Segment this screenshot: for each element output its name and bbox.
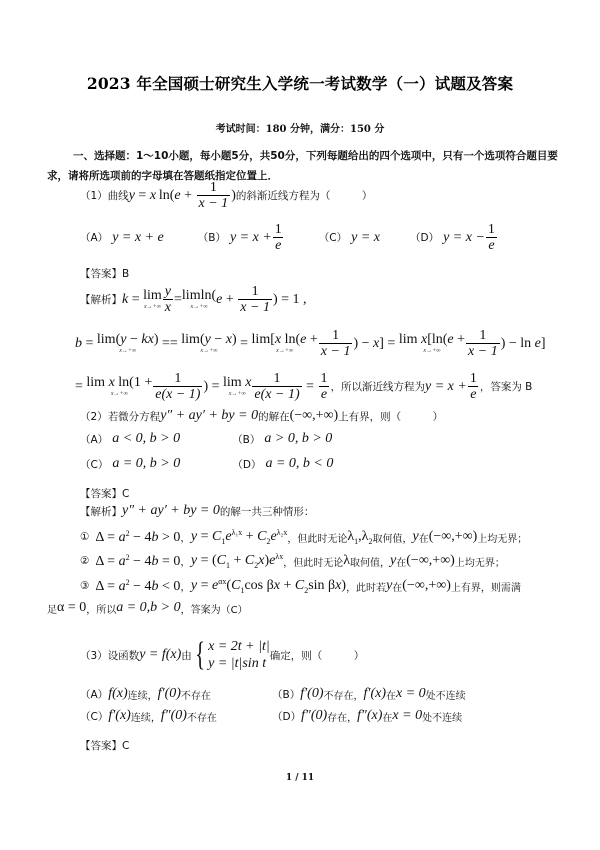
limit: lim x→+∞: [143, 288, 162, 310]
option-d-label: （D）: [272, 710, 302, 723]
option-b-math: a > 0, b > 0: [264, 431, 333, 446]
math-op: =: [128, 291, 144, 307]
question-2-stem: [80, 408, 443, 424]
answer-value: C: [122, 740, 130, 752]
question-text: 确定，则（ ）: [269, 649, 365, 662]
math-expression: f″(0): [160, 708, 187, 723]
fraction: $\frac{1}{e}$: [487, 222, 495, 253]
option-a-math: y = x + e: [112, 229, 164, 245]
math-fn: ln(: [156, 187, 175, 203]
option-b-label: （B）: [272, 688, 301, 701]
option-d: [272, 708, 462, 724]
question-text: 的斜渐近线方程为（ ）: [235, 190, 373, 202]
option-c-label: （C）: [80, 710, 109, 723]
analysis-text: 足: [47, 604, 57, 616]
fraction: $\frac{1}{e(x - 1)}$: [254, 371, 300, 402]
fraction: $\frac{1}{e}$: [274, 222, 282, 253]
analysis-text: ，答案为（C）: [180, 604, 248, 616]
math-op: ) − ln e]: [500, 335, 546, 351]
option-a: [80, 686, 272, 702]
option-a-label: （A）: [80, 433, 109, 446]
limit: lim[x ln(e + x→+∞: [251, 332, 318, 354]
math-var: y: [386, 578, 393, 593]
math-op: +: [180, 187, 196, 203]
question-3-stem: [80, 638, 364, 672]
answer-label: 【答案】: [80, 488, 122, 500]
option-b-label: （B）: [197, 232, 226, 244]
limit: lim x x→+∞: [223, 375, 252, 397]
analysis-text: 上均无界；: [477, 533, 528, 545]
question-3-options-row1: [80, 686, 466, 702]
option-b-math: y = x +: [229, 229, 272, 245]
analysis-text: ，: [180, 531, 191, 544]
math-var: y: [412, 529, 419, 544]
ab-condition: a = 0,b > 0: [116, 600, 181, 615]
case-marker: ①: [80, 531, 90, 543]
limit: limln( x→+∞: [181, 288, 217, 310]
option-a-label: （A）: [80, 232, 109, 244]
interval: (−∞,+∞): [428, 529, 478, 544]
limit: lim x[ln(e + x→+∞: [398, 332, 466, 354]
fraction: $\frac{1}{x - 1}$: [320, 328, 351, 359]
option-text: 在: [386, 690, 396, 702]
math-op: =: [236, 335, 252, 351]
answer-value: C: [122, 488, 130, 500]
option-text: 处不连续: [425, 690, 466, 702]
parametric-system: [208, 638, 270, 672]
fraction: $\frac{1}{x - 1}$: [468, 328, 498, 359]
question-text: 若微分方程: [107, 410, 161, 423]
analysis-text: ，所以: [86, 604, 117, 616]
math-var: e: [216, 291, 223, 307]
option-text: 存在，: [327, 712, 358, 724]
math-expression: f″(0): [301, 708, 328, 723]
question-text: 由: [181, 649, 192, 662]
question-2-analysis-intro: [80, 503, 314, 519]
math-expression: f′(x): [108, 708, 131, 723]
analysis-case-3-cont: [47, 600, 248, 616]
question-1-stem: [80, 180, 372, 211]
question-3-options-row2: [80, 708, 462, 724]
document-title: 2023 年全国硕士研究生入学统一考试数学（一）试题及答案: [86, 74, 514, 93]
lambda: λ: [343, 553, 351, 568]
question-text: 的解在: [258, 410, 290, 423]
answer-value: B: [122, 268, 130, 280]
question-1-answer: [80, 266, 129, 281]
differential-equation: y″ + ay′ + by = 0: [160, 408, 259, 423]
math-expression: y: [128, 187, 135, 203]
analysis-text: ，: [180, 555, 191, 568]
analysis-text: 的解一共三种情形：: [219, 505, 315, 518]
limit: lim(y − x) x→+∞: [181, 332, 237, 354]
math-var: x: [149, 187, 157, 203]
analysis-text: 在: [418, 533, 429, 545]
option-text: 不存在，: [323, 690, 364, 702]
fraction: $\frac{y}{x}$: [164, 284, 172, 315]
analysis-text: ，所以渐近线方程为: [330, 381, 426, 393]
question-3-answer: [80, 738, 129, 753]
option-c-math: a = 0, b > 0: [112, 456, 181, 471]
math-op: =: [174, 291, 182, 307]
general-solution: $y = (C_1 + C_2x)e^{\lambda x}$: [190, 552, 284, 570]
analysis-text: ，: [180, 580, 191, 593]
math-op: =: [134, 187, 150, 203]
math-var: e: [174, 187, 181, 203]
analysis-text: 在: [392, 582, 403, 594]
math-op: =: [302, 378, 318, 394]
math-var: k: [122, 291, 129, 307]
option-c-label: （C）: [80, 458, 109, 471]
page-number: 1 / 11: [285, 773, 315, 783]
question-2-options-row1: [80, 431, 332, 447]
analysis-text: 上有界，则需满: [450, 582, 521, 594]
analysis-case-2: [80, 552, 505, 570]
analysis-label: 【解析】: [80, 505, 122, 518]
math-expression: x = 0: [396, 686, 426, 701]
question-1-analysis-line1: [80, 284, 307, 315]
analysis-text: ，此时若: [346, 582, 387, 594]
option-text: 处不连续: [422, 712, 463, 724]
question-1-analysis-line2: [75, 328, 546, 359]
option-text: 连续，: [130, 712, 161, 724]
option-d-label: （D）: [410, 232, 440, 244]
math-op: ) − x] =: [353, 335, 399, 351]
interval: (−∞,+∞): [402, 578, 451, 593]
math-expression: f′(0): [300, 686, 324, 701]
math-var: b: [75, 335, 82, 351]
option-text: 不存在: [180, 690, 211, 702]
option-b-label: （B）: [232, 433, 261, 446]
analysis-text: ，但此时无论: [287, 533, 348, 545]
question-text: 设函数: [107, 649, 140, 662]
function: y = f(x): [139, 647, 182, 662]
fraction: $\frac{1}{x - 1}$: [198, 180, 229, 211]
section-intro-line1: 一、选择题：1～10小题，每小题5分，共50分，下列每题给出的四个选项中，只有一个选项符合题目要: [73, 150, 558, 162]
math-op: ==: [158, 335, 182, 351]
option-d-label: （D）: [232, 458, 262, 471]
question-1-options: [80, 222, 498, 253]
math-expression: f″(x): [357, 708, 383, 723]
math-op: =: [82, 335, 97, 351]
equation-y: y = |t|sin t: [208, 656, 267, 671]
question-number: （3）: [80, 649, 108, 662]
interval: (−∞,+∞): [289, 408, 339, 423]
fraction: $\frac{1}{e(x - 1)}$: [155, 371, 201, 402]
analysis-text: 取何值，: [372, 533, 413, 545]
analysis-text: ，但此时无论: [283, 557, 344, 569]
option-c-label: （C）: [318, 232, 348, 244]
question-1-analysis-line3: [75, 371, 532, 402]
analysis-text: ，答案为 B: [479, 381, 533, 393]
fraction: $\frac{1}{x - 1}$: [240, 284, 270, 315]
discriminant: $\Delta = a^2 - 4b = 0$: [95, 552, 181, 569]
math-expression: f′(x): [363, 686, 386, 701]
question-2-options-row2: [80, 456, 333, 472]
math-expression: y = x +: [425, 378, 467, 394]
option-c-math: y = x: [351, 229, 380, 245]
math-expression: x = 0: [392, 708, 423, 723]
question-text: 上有界，则（ ）: [338, 410, 444, 423]
general-solution: $y = e^{\alpha x}(C_1\cos$ $\beta x + C_2\sin$ βx): [190, 577, 347, 595]
question-number: （1）: [80, 190, 108, 202]
option-text: 在: [382, 712, 393, 724]
answer-label: 【答案】: [80, 740, 122, 752]
math-expression: f(x): [108, 686, 128, 701]
fraction: $\frac{1}{e}$: [469, 371, 477, 402]
analysis-case-3: [80, 577, 521, 595]
lambda: $\lambda_1,\lambda_2$: [347, 528, 373, 546]
fraction: $\frac{1}{e}$: [320, 371, 328, 402]
option-text: 连续，: [127, 690, 158, 702]
analysis-text: 上均无界；: [454, 557, 505, 569]
analysis-text: 在: [396, 557, 407, 569]
option-d-math: y = x −: [443, 229, 485, 245]
discriminant: $\Delta = a^2 - 4b < 0$: [95, 577, 181, 594]
section-intro-line2: 求，请将所选项前的字母填在答题纸指定位置上．: [47, 170, 278, 182]
limit: lim x ln(1 + x→+∞: [86, 375, 153, 397]
alpha-condition: α = 0: [57, 600, 87, 615]
general-solution: $y = C_1e^{\lambda_1x} + C_2e^{\lambda_2x}$: [190, 528, 288, 546]
math-expression: f′(0): [157, 686, 181, 701]
question-number: （2）: [80, 410, 108, 423]
math-op: =: [75, 378, 87, 394]
limit: lim(y − kx) x→+∞: [96, 332, 159, 354]
equation-x: x = 2t + |t|: [208, 639, 270, 654]
math-op: ) = 1 ,: [272, 291, 307, 307]
analysis-text: 取何值，: [350, 557, 391, 569]
option-a-math: a < 0, b > 0: [112, 431, 181, 446]
question-text: 曲线: [107, 190, 129, 202]
question-2-answer: [80, 486, 129, 501]
analysis-label: 【解析】: [80, 294, 122, 306]
differential-equation: y″ + ay′ + by = 0: [122, 503, 220, 518]
left-brace: {: [195, 636, 205, 673]
option-a-label: （A）: [80, 688, 109, 701]
discriminant: $\Delta = a^2 - 4b > 0$: [95, 528, 181, 545]
case-marker: ③: [80, 580, 90, 592]
answer-label: 【答案】: [80, 268, 122, 280]
option-text: 不存在: [186, 712, 217, 724]
option-b: [272, 686, 466, 702]
math-var: y: [390, 553, 397, 568]
analysis-case-1: [80, 528, 527, 546]
math-paren: ): [231, 187, 236, 203]
option-c: [80, 708, 272, 724]
math-op: +: [222, 291, 238, 307]
option-d-math: a = 0, b < 0: [265, 456, 334, 471]
exam-info: 考试时间：180 分钟，满分：150 分: [215, 124, 385, 135]
interval: (−∞,+∞): [406, 553, 455, 568]
math-op: ) =: [203, 378, 224, 394]
case-marker: ②: [80, 555, 90, 567]
